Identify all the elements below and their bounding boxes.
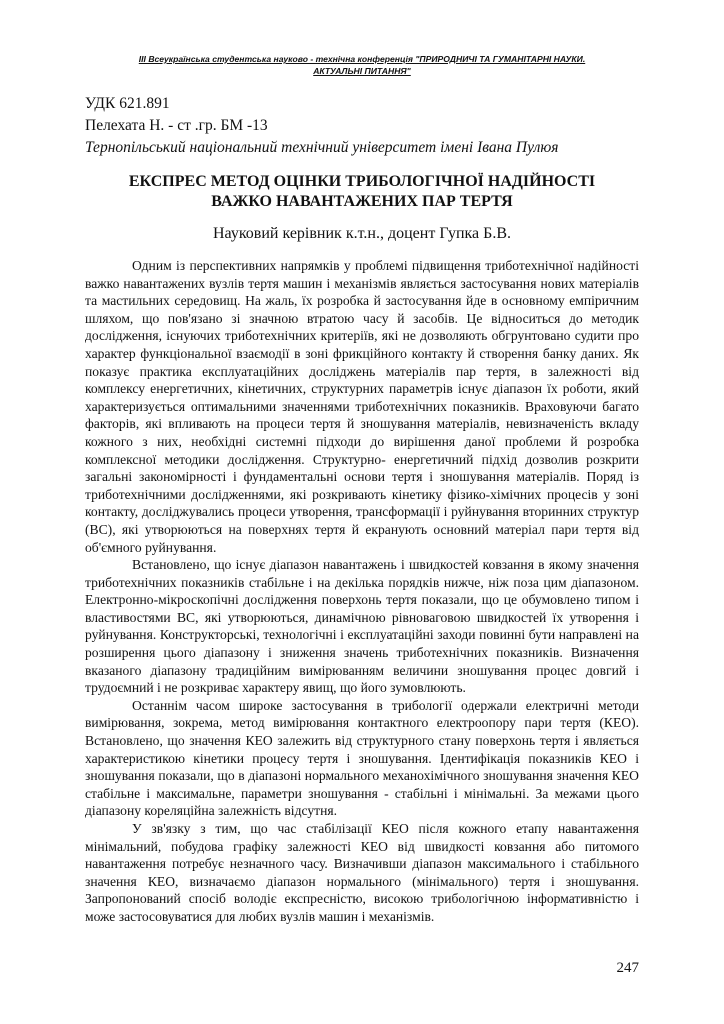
- conference-header-line-2: АКТУАЛЬНІ ПИТАННЯ": [313, 66, 411, 76]
- udc-code: УДК 621.891: [85, 95, 170, 112]
- body-paragraph-4: У зв'язку з тим, що час стабілізації КЕО після кожного етапу навантаження мінімальний, побудова графіку залежності КЕО від швидкості ковзання або питомого навантаження потребує незначного часу. Визначивши діапазон максимального і стабільного значення КЕО, визначаємо діапазон нормального (мінімального) тертя і зношування. Запропонований спосіб володіє експресністю, високою трибологічною інформативністю і може застосовуватися для любих вузлів машин і механізмів.: [85, 821, 639, 924]
- conference-header-line-1: ІІІ Всеукраїнська студентська науково - технічна конференція "ПРИРОДНИЧІ ТА ГУМАНІТАРНІ НАУКИ.: [138, 54, 586, 64]
- university-line: Тернопільський національний технічний університет імені Івана Пулюя: [85, 139, 559, 156]
- article-meta: [85, 93, 645, 159]
- scientific-advisor: Науковий керівник к.т.н., доцент Гупка Б.В.: [212, 225, 512, 242]
- title-line-1: ЕКСПРЕС МЕТОД ОЦІНКИ ТРИБОЛОГІЧНОЇ НАДІЙНОСТІ: [128, 173, 596, 190]
- article-body: [85, 257, 639, 926]
- conference-header: [95, 53, 629, 77]
- author-line: Пелехата Н. - ст .гр. БМ -13: [85, 117, 268, 134]
- page-number: 247: [616, 960, 639, 976]
- body-paragraph-2: Встановлено, що існує діапазон навантажень і швидкостей ковзання в якому значення триботехнічних показників стабільне і на декілька порядків нижче, ніж поза цим діапазоном. Електронно-мікроскопічні дослідження поверхонь тертя показали, що це обумовлено типом і властивостями ВС, які утворюються, динамічною рівноваговою швидкостей їх утворення і руйнування. Конструкторські, технологічні і експлуатаційні заходи повинні бути направлені на розширення цього діапазону і зниження значень триботехнічних показників. Визначення вказаного діапазону традиційним вимірюванням величини зношування процес довгий і трудоємний і не розкриває характеру явищ, що його зумовлюють.: [85, 557, 639, 696]
- body-paragraph-1: Одним із перспективних напрямків у проблемі підвищення триботехнічної надійності важко навантажених вузлів тертя машин і механізмів являється застосування нових матеріалів та мастильних середовищ. На жаль, їх розробка й застосування йде в основному емпіричним шляхом, що пов'язано зі значною втратою часу й засобів. Це відноситься до методик дослідження, існуючих триботехнічних критеріїв, які не дозволяють обгрунтовано судити про характер функціональної взаємодії в зоні фрикційного контакту й створення банку даних. Як показує практика експлуатаційних досліджень матеріалів пар тертя, в залежності від комплексу енергетичних, кінетичних, структурних параметрів існує діапазон їх роботи, який характеризується оптимальними значеннями триботехнічних показників. Враховуючи багато факторів, які впливають на процеси тертя й зношування матеріалів, невизначеність вкладу кожного з них, необхідні системні підходи до вирішення даної проблеми й розробка комплексної методики дослідження. Структурно- енергетичний підхід дозволив розкрити загальні закономірності і фундаментальні основи тертя і зношування матеріалів. Поряд із триботехнічними дослідженнями, які розкривають кінетику фізико-хімічних процесів у зоні контакту, досліджувались процеси утворення, трансформації і руйнування вторинних структур (ВС), які утворюються на поверхнях тертя й екранують основний матеріал пари тертя від об'ємного руйнування.: [85, 258, 639, 555]
- title-line-2: ВАЖКО НАВАНТАЖЕНИХ ПАР ТЕРТЯ: [211, 193, 513, 210]
- article-title: [85, 172, 639, 212]
- body-paragraph-3: Останнім часом широке застосування в трибології одержали електричні методи вимірювання, зокрема, метод вимірювання контактного електроопору пари тертя (КЕО). Встановлено, що значення КЕО залежить від структурного стану поверхонь тертя і являється характеристикою кінетики процесу тертя і зношування. Ідентифікація показників КЕО і зношування показали, що в діапазоні нормального механохімічного зношування значення КЕО стабільне і максимальне, параметри зношування - стабільні і мінімальні. За межами цього діапазону кореляційна залежність відсутня.: [85, 697, 639, 819]
